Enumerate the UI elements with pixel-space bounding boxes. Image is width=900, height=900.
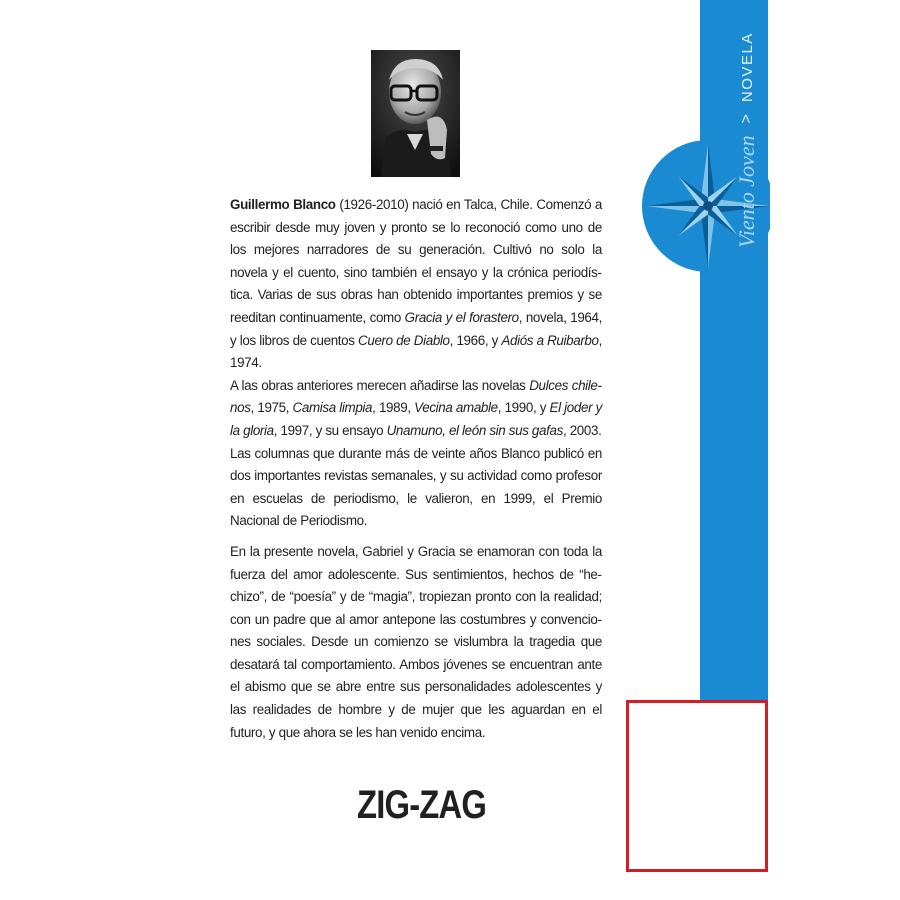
publisher-logo: ZIG-ZAG bbox=[357, 783, 487, 827]
author-photo bbox=[371, 50, 460, 177]
series-name: Viento Joven bbox=[734, 135, 759, 248]
book-title: Adiós a Ruibarbo bbox=[501, 332, 599, 348]
book-title: Camisa limpia bbox=[292, 400, 373, 416]
bio-paragraph-2: A las obras anteriores merecen añadirse las novelas Dulces chilenos, 1975, Camisa limpia, 1989, Vecina amable, 1990, y El joder y la gloria, 1997, y su ensayo Unamuno, el león sin sus gafas, 2003. bbox=[230, 377, 602, 438]
book-title: Cuero de Diablo bbox=[358, 332, 450, 348]
book-title: Gracia y el forastero bbox=[404, 309, 519, 325]
book-title: Vecina amable bbox=[414, 400, 498, 416]
author-portrait-image bbox=[371, 50, 460, 177]
synopsis-paragraph: En la presente novela, Gabriel y Gracia se enamoran con toda la fuerza del amor adolescente. Sus sentimientos, hechos de “hechizo”, de “poesía” y de “magia”, tropiezan pronto con la realidad; con un padre que al amor antepone las costumbres y convenciones sociales. Desde un comienzo se vislumbra la tragedia que desatará tal comportamiento. Ambos jóvenes se encuentran ante el abismo que se abre entre sus personalidades adolescentes y las realidades de hombre y de mujer que les aguardan en el futuro, y que ahora se les han venido encima. bbox=[230, 543, 602, 740]
bio-paragraph-1: Guillermo Blanco (1926-2010) nació en Talca, Chile. Comenzó a escribir desde muy joven y pronto se lo reconoció como uno de los mejores narradores de su generación. Cultivó no solo la novela y el cuento, sino también el ensayo y la crónica periodística. Varias de sus obras han obtenido importantes premios y se reeditan continuamente, como Gracia y el forastero, novela, 1964, y los libros de cuentos Cuero de Diablo, 1966, y Adiós a Ruibarbo, 1974. bbox=[230, 197, 602, 371]
genre-label: NOVELA bbox=[738, 32, 756, 103]
author-biography bbox=[230, 194, 602, 744]
barcode-area bbox=[626, 700, 768, 872]
author-name: Guillermo Blanco bbox=[230, 197, 336, 212]
chevron-right-icon: > bbox=[738, 114, 755, 124]
book-title: Dulces chilenos bbox=[230, 377, 602, 416]
book-title: El joder y la gloria bbox=[230, 400, 602, 438]
book-title: Unamuno, el león sin sus gafas bbox=[386, 422, 563, 438]
bio-paragraph-3: Las columnas que durante más de veinte años Blanco publicó en dos importantes revistas semanales, y su actividad como profesor en escuelas de periodismo, le valieron, en 1999, el Premio Nacional de Periodismo. bbox=[230, 445, 602, 529]
